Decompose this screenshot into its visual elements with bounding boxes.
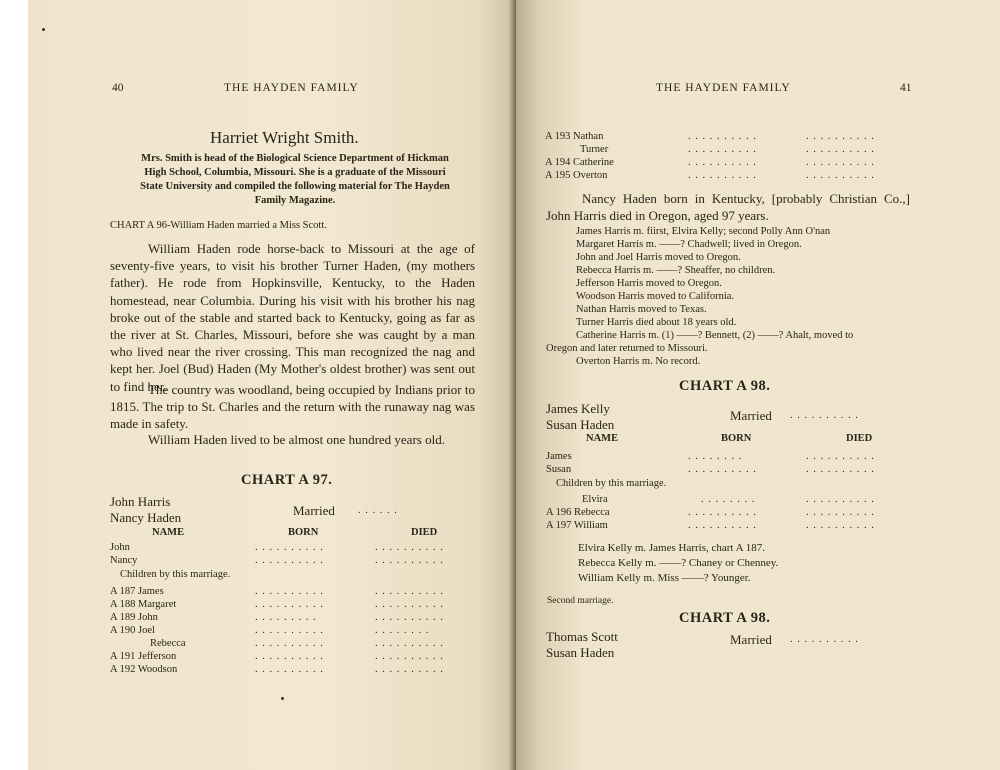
chart-note: Elvira Kelly m. James Harris, chart A 187. xyxy=(578,542,765,554)
table-row-name: James xyxy=(546,451,572,462)
chart-reference: CHART A 96-William Haden married a Miss Scott. xyxy=(110,220,327,231)
died-dots: . . . . . . . . . . xyxy=(375,599,444,610)
child-name: A 197 William xyxy=(546,520,608,531)
child-name: Rebecca xyxy=(150,638,186,649)
family-note: Nathan Harris moved to Texas. xyxy=(576,304,707,315)
child-name: A 191 Jefferson xyxy=(110,651,177,662)
child-name: A 195 Overton xyxy=(545,170,608,181)
running-title: THE HAYDEN FAMILY xyxy=(656,82,791,94)
column-header-died: DIED xyxy=(846,433,873,444)
chart-title: CHART A 97. xyxy=(241,472,333,488)
born-dots: . . . . . . . . . . xyxy=(255,625,324,636)
born-dots: . . . . . . . . . . xyxy=(688,157,757,168)
chart-title: CHART A 98. xyxy=(679,378,771,394)
married-label: Married xyxy=(730,632,772,647)
column-header-died: DIED xyxy=(411,527,438,538)
child-name: Elvira xyxy=(582,494,608,505)
spouse-name: James Kelly xyxy=(546,401,610,416)
column-header-born: BORN xyxy=(721,433,752,444)
born-dots: . . . . . . . . xyxy=(688,451,743,462)
born-dots: . . . . . . . . . . xyxy=(255,651,324,662)
died-dots: . . . . . . . . . . xyxy=(806,520,875,531)
born-dots: . . . . . . . . . . xyxy=(688,520,757,531)
scan-speck xyxy=(42,28,45,31)
born-dots: . . . . . . . . . . xyxy=(688,131,757,142)
family-note: John and Joel Harris moved to Oregon. xyxy=(576,252,741,263)
family-note: Oregon and later returned to Missouri. xyxy=(546,343,708,354)
family-note: Margaret Harris m. ——? Chadwell; lived in Oregon. xyxy=(576,239,802,250)
born-dots: . . . . . . . . xyxy=(701,494,756,505)
married-label: Married xyxy=(293,503,335,518)
born-dots: . . . . . . . . . . xyxy=(255,638,324,649)
born-dots: . . . . . . . . . . xyxy=(255,664,324,675)
died-dots: . . . . . . . . . . xyxy=(806,157,875,168)
child-name: A 190 Joel xyxy=(110,625,155,636)
column-header-name: NAME xyxy=(586,433,619,444)
child-name: A 187 James xyxy=(110,586,164,597)
died-dots: . . . . . . . . . . xyxy=(806,464,875,475)
family-note: Overton Harris m. No record. xyxy=(576,356,701,367)
child-name: A 192 Woodson xyxy=(110,664,178,675)
spouse-name: Thomas Scott xyxy=(546,629,618,644)
died-dots: . . . . . . . . . . xyxy=(375,555,444,566)
died-dots: . . . . . . . . . . xyxy=(375,586,444,597)
spouse-name: Susan Haden xyxy=(546,417,615,432)
died-dots: . . . . . . . . . . xyxy=(375,651,444,662)
born-dots: . . . . . . . . . . xyxy=(688,144,757,155)
section-title: Harriet Wright Smith. xyxy=(210,128,359,147)
family-note: James Harris m. fiirst, Elvira Kelly; second Polly Ann O'nan xyxy=(576,226,831,237)
born-dots: . . . . . . . . . . xyxy=(688,507,757,518)
intro-note: Mrs. Smith is head of the Biological Science Department of Hickman High School, Columbia, Missouri. She is a graduate of the Missouri State University and compiled the following material for The Hayden Family Magazine. xyxy=(140,153,450,206)
spouse-name: Nancy Haden xyxy=(110,510,182,525)
married-label: Married xyxy=(730,408,772,423)
born-dots: . . . . . . . . . . xyxy=(255,555,324,566)
died-dots: . . . . . . . . . . xyxy=(806,494,875,505)
page-number: 41 xyxy=(900,82,912,94)
born-dots: . . . . . . . . . . xyxy=(688,170,757,181)
family-note: Woodson Harris moved to California. xyxy=(576,291,735,302)
married-dots: . . . . . . . . . . xyxy=(790,410,859,421)
column-header-name: NAME xyxy=(152,527,185,538)
family-note: Jefferson Harris moved to Oregon. xyxy=(576,278,722,289)
left-page xyxy=(28,0,516,770)
born-dots: . . . . . . . . . . xyxy=(255,599,324,610)
born-dots: . . . . . . . . . xyxy=(255,612,317,623)
child-name: A 196 Rebecca xyxy=(546,507,610,518)
died-dots: . . . . . . . . . . xyxy=(806,131,875,142)
died-dots: . . . . . . . . . . xyxy=(375,638,444,649)
died-dots: . . . . . . . . xyxy=(375,625,430,636)
died-dots: . . . . . . . . . . xyxy=(375,612,444,623)
child-name: A 188 Margaret xyxy=(110,599,177,610)
died-dots: . . . . . . . . . . xyxy=(806,507,875,518)
family-note: Turner Harris died about 18 years old. xyxy=(576,317,737,328)
married-dots: . . . . . . . . . . xyxy=(790,634,859,645)
died-dots: . . . . . . . . . . xyxy=(806,170,875,181)
table-row-name: Susan xyxy=(546,464,572,475)
child-name: Turner xyxy=(580,144,609,155)
chart-note: Rebecca Kelly m. ——? Chaney or Chenney. xyxy=(578,557,779,569)
paragraph: William Haden lived to be almost one hundred years old. xyxy=(148,432,445,447)
died-dots: . . . . . . . . . . xyxy=(806,451,875,462)
second-marriage-label: Second marriage. xyxy=(547,596,614,606)
family-note: Catherine Harris m. (1) ——? Bennett, (2) ——? Ahalt, moved to xyxy=(576,330,854,341)
paragraph: William Haden rode horse-back to Missouri at the age of seventy-five years, to visit his brother Turner Haden, (my mothers father). He rode from Hopkinsville, Kentucky, to the Haden homestead, near Columbia. During his visit with his brother his nag broke out of the stable and started back to Kentucky, going as far as the river at St. Charles, Missouri, before she was caught by a man who lived near the river crossing. This man recognized the nag and kept her. Joel (Bud) Haden (My Mother's oldest brother) was sent out to find her. xyxy=(110,241,475,394)
child-name: A 193 Nathan xyxy=(545,131,604,142)
family-note: Rebecca Harris m. ——? Sheaffer, no children. xyxy=(576,265,776,276)
married-dots: . . . . . . xyxy=(358,505,398,516)
right-page xyxy=(516,0,1000,770)
born-dots: . . . . . . . . . . xyxy=(255,586,324,597)
running-title: THE HAYDEN FAMILY xyxy=(224,82,359,94)
died-dots: . . . . . . . . . . xyxy=(806,144,875,155)
children-label: Children by this marriage. xyxy=(556,478,667,489)
column-header-born: BORN xyxy=(288,527,319,538)
spouse-name: Susan Haden xyxy=(546,645,615,660)
chart-title: CHART A 98. xyxy=(679,610,771,626)
born-dots: . . . . . . . . . . xyxy=(688,464,757,475)
child-name: A 189 John xyxy=(110,612,158,623)
table-row-name: Nancy xyxy=(110,555,138,566)
died-dots: . . . . . . . . . . xyxy=(375,542,444,553)
page-number: 40 xyxy=(112,82,124,94)
chart-note: William Kelly m. Miss ——? Younger. xyxy=(578,572,751,584)
children-label: Children by this marriage. xyxy=(120,569,231,580)
child-name: A 194 Catherine xyxy=(545,157,614,168)
paragraph: Nancy Haden born in Kentucky, [probably Christian Co.,] John Harris died in Oregon, aged 97 years. xyxy=(546,191,910,224)
print-speck xyxy=(281,697,284,700)
paragraph: The country was woodland, being occupied by Indians prior to 1815. The trip to St. Charles and the return with the runaway nag was made in safety. xyxy=(110,382,475,432)
born-dots: . . . . . . . . . . xyxy=(255,542,324,553)
died-dots: . . . . . . . . . . xyxy=(375,664,444,675)
spouse-name: John Harris xyxy=(110,494,171,509)
table-row-name: John xyxy=(110,542,130,553)
